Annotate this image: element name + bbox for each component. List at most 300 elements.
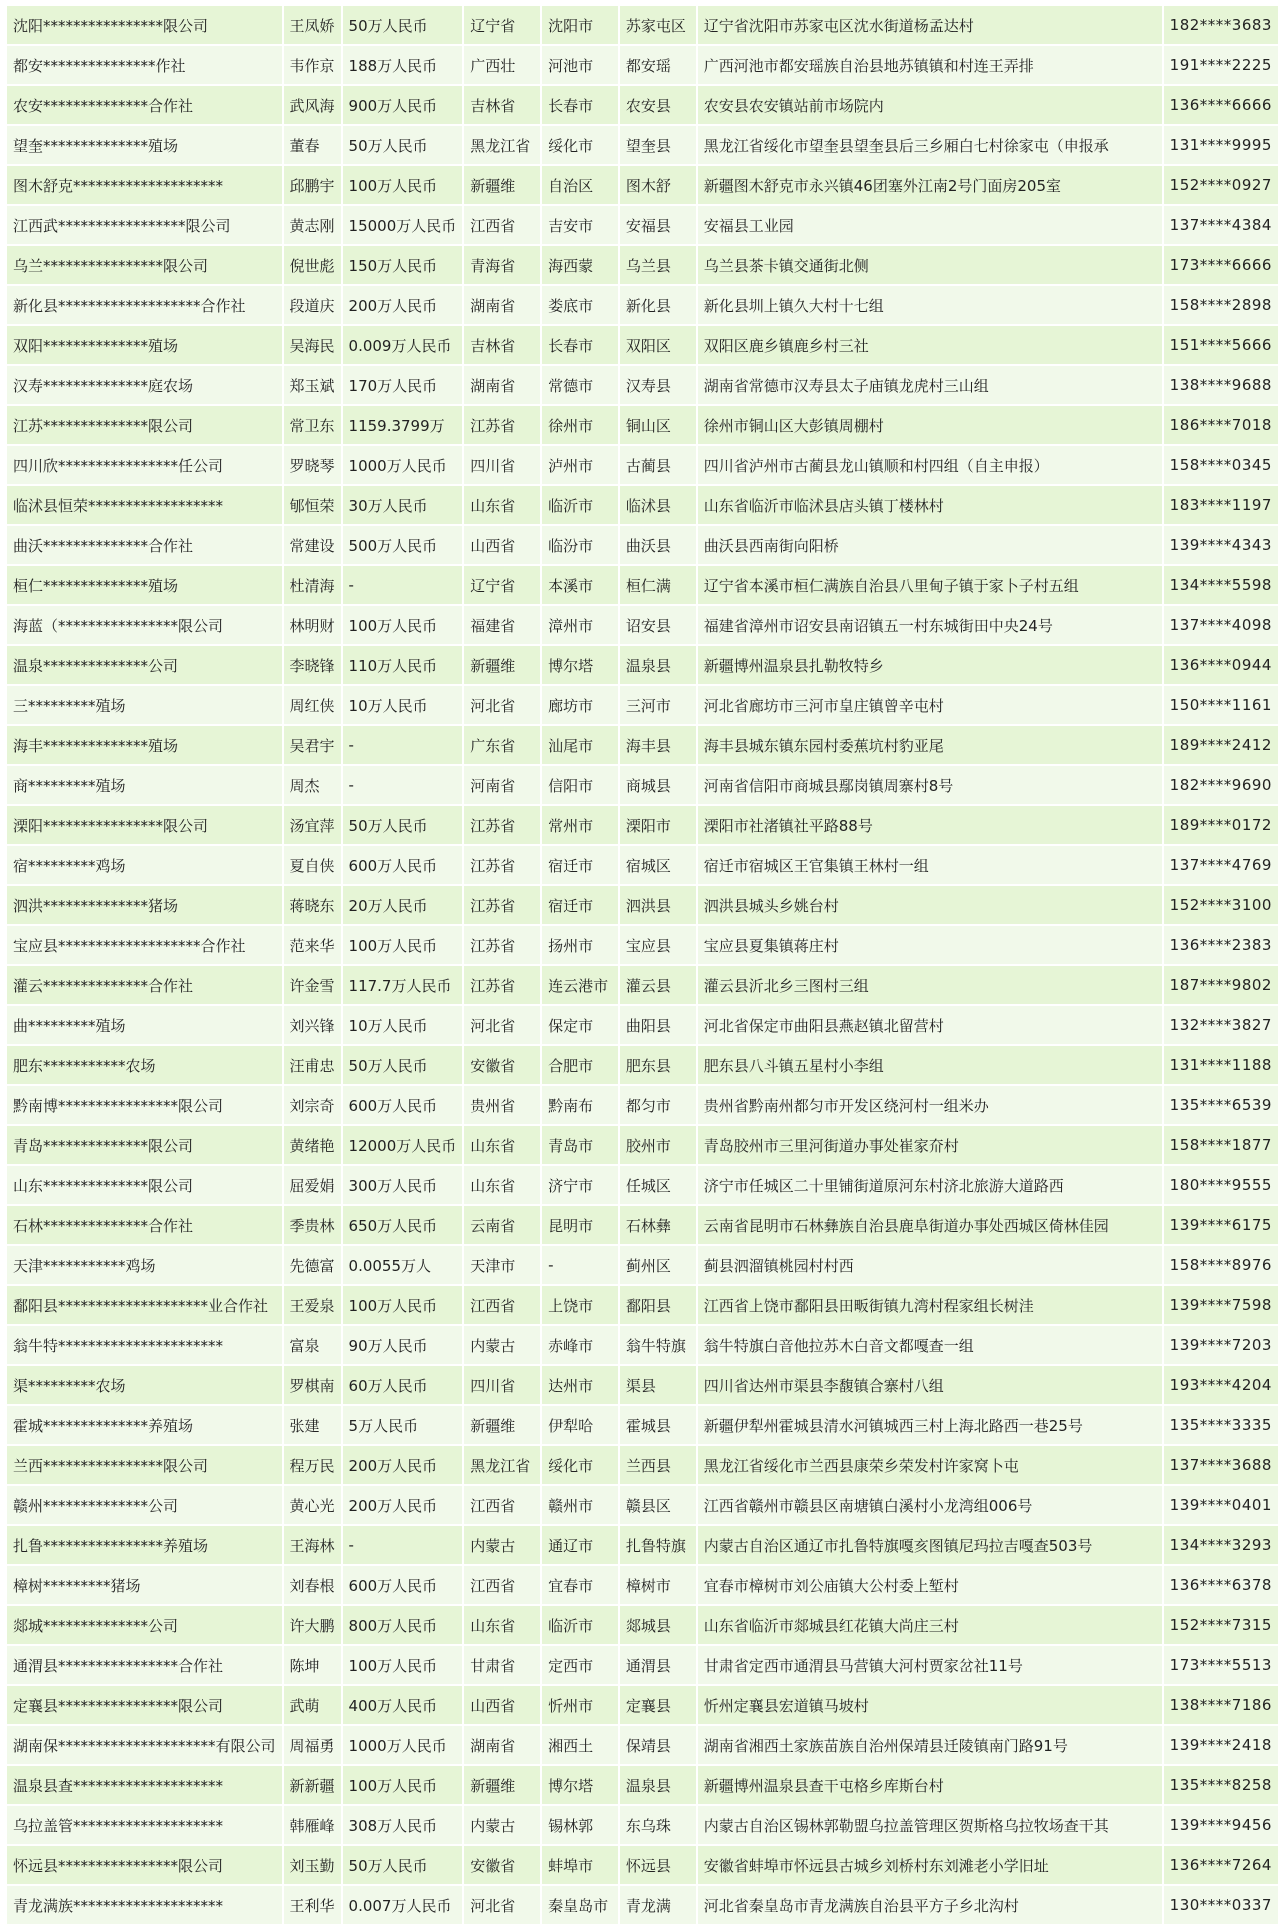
legal-rep-cell: 蒋晓东 [284, 886, 341, 924]
company-name-cell: 双阳**************殖场 [7, 326, 282, 364]
province-cell: 山东省 [464, 1606, 540, 1644]
district-cell: 都匀市 [620, 1086, 696, 1124]
phone-cell: 131****1188 [1164, 1046, 1278, 1084]
district-cell: 胶州市 [620, 1126, 696, 1164]
registered-capital-cell: 60万人民币 [343, 1366, 463, 1404]
city-cell: 赣州市 [542, 1486, 618, 1524]
legal-rep-cell: 许大鹏 [284, 1606, 341, 1644]
address-cell: 湖南省湘西土家族苗族自治州保靖县迁陵镇南门路91号 [698, 1726, 1162, 1764]
legal-rep-cell: 吴海民 [284, 326, 341, 364]
city-cell: 秦皇岛市 [542, 1886, 618, 1924]
phone-cell: 182****3683 [1164, 6, 1278, 44]
table-row [7, 446, 1278, 484]
company-name-cell: 灌云**************合作社 [7, 966, 282, 1004]
address-cell: 海丰县城东镇东园村委蕉坑村豹亚尾 [698, 726, 1162, 764]
address-cell: 溧阳市社渚镇社平路88号 [698, 806, 1162, 844]
district-cell: 赣县区 [620, 1486, 696, 1524]
phone-cell: 136****6378 [1164, 1566, 1278, 1604]
province-cell: 安徽省 [464, 1846, 540, 1884]
table-row [7, 1646, 1278, 1684]
city-cell: 海西蒙 [542, 246, 618, 284]
table-row [7, 1006, 1278, 1044]
city-cell: 保定市 [542, 1006, 618, 1044]
district-cell: 宿城区 [620, 846, 696, 884]
legal-rep-cell: 李晓锋 [284, 646, 341, 684]
province-cell: 河北省 [464, 686, 540, 724]
district-cell: 临沭县 [620, 486, 696, 524]
table-row [7, 886, 1278, 924]
city-cell: 宿迁市 [542, 846, 618, 884]
legal-rep-cell: 董春 [284, 126, 341, 164]
company-name-cell: 青龙满族******************** [7, 1886, 282, 1924]
company-name-cell: 山东**************限公司 [7, 1166, 282, 1204]
registered-capital-cell: 1159.3799万 [343, 406, 463, 444]
table-row [7, 1286, 1278, 1324]
address-cell: 辽宁省本溪市桓仁满族自治县八里甸子镇于家卜子村五组 [698, 566, 1162, 604]
phone-cell: 137****4098 [1164, 606, 1278, 644]
district-cell: 任城区 [620, 1166, 696, 1204]
legal-rep-cell: 周红侠 [284, 686, 341, 724]
district-cell: 鄱阳县 [620, 1286, 696, 1324]
phone-cell: 136****7264 [1164, 1846, 1278, 1884]
registered-capital-cell: 50万人民币 [343, 1046, 463, 1084]
address-cell: 农安县农安镇站前市场院内 [698, 86, 1162, 124]
province-cell: 辽宁省 [464, 566, 540, 604]
registered-capital-cell: 117.7万人民币 [343, 966, 463, 1004]
registered-capital-cell: - [343, 766, 463, 804]
company-name-cell: 樟树*********猪场 [7, 1566, 282, 1604]
province-cell: 江苏省 [464, 806, 540, 844]
city-cell: 临沂市 [542, 1606, 618, 1644]
phone-cell: 138****7186 [1164, 1686, 1278, 1724]
registered-capital-cell: 10万人民币 [343, 686, 463, 724]
address-cell: 青岛胶州市三里河街道办事处崔家夼村 [698, 1126, 1162, 1164]
phone-cell: 152****7315 [1164, 1606, 1278, 1644]
address-cell: 湖南省常德市汉寿县太子庙镇龙虎村三山组 [698, 366, 1162, 404]
phone-cell: 130****0337 [1164, 1886, 1278, 1924]
district-cell: 商城县 [620, 766, 696, 804]
district-cell: 郯城县 [620, 1606, 696, 1644]
city-cell: 汕尾市 [542, 726, 618, 764]
district-cell: 泗洪县 [620, 886, 696, 924]
province-cell: 广东省 [464, 726, 540, 764]
company-name-cell: 乌拉盖管******************** [7, 1806, 282, 1844]
company-name-cell: 怀远县****************限公司 [7, 1846, 282, 1884]
province-cell: 安徽省 [464, 1046, 540, 1084]
legal-rep-cell: 王凤娇 [284, 6, 341, 44]
city-cell: 绥化市 [542, 1446, 618, 1484]
district-cell: 溧阳市 [620, 806, 696, 844]
registered-capital-cell: 200万人民币 [343, 286, 463, 324]
address-cell: 云南省昆明市石林彝族自治县鹿阜街道办事处西城区倚林佳园 [698, 1206, 1162, 1244]
legal-rep-cell: 刘玉勤 [284, 1846, 341, 1884]
legal-rep-cell: 郇恒荣 [284, 486, 341, 524]
phone-cell: 182****9690 [1164, 766, 1278, 804]
address-cell: 肥东县八斗镇五星村小李组 [698, 1046, 1162, 1084]
province-cell: 湖南省 [464, 366, 540, 404]
company-name-cell: 乌兰****************限公司 [7, 246, 282, 284]
registered-capital-cell: 800万人民币 [343, 1606, 463, 1644]
phone-cell: 158****2898 [1164, 286, 1278, 324]
registered-capital-cell: 100万人民币 [343, 1646, 463, 1684]
company-name-cell: 商*********殖场 [7, 766, 282, 804]
district-cell: 双阳区 [620, 326, 696, 364]
address-cell: 内蒙古自治区锡林郭勒盟乌拉盖管理区贺斯格乌拉牧场查干其 [698, 1806, 1162, 1844]
phone-cell: 139****6175 [1164, 1206, 1278, 1244]
district-cell: 诏安县 [620, 606, 696, 644]
registered-capital-cell: 50万人民币 [343, 6, 463, 44]
address-cell: 河南省信阳市商城县鄢岗镇周寨村8号 [698, 766, 1162, 804]
company-name-cell: 四川欣****************任公司 [7, 446, 282, 484]
address-cell: 双阳区鹿乡镇鹿乡村三社 [698, 326, 1162, 364]
district-cell: 樟树市 [620, 1566, 696, 1604]
registered-capital-cell: 600万人民币 [343, 1086, 463, 1124]
registered-capital-cell: 20万人民币 [343, 886, 463, 924]
phone-cell: 189****0172 [1164, 806, 1278, 844]
registered-capital-cell: 300万人民币 [343, 1166, 463, 1204]
phone-cell: 158****0345 [1164, 446, 1278, 484]
company-name-cell: 黔南博****************限公司 [7, 1086, 282, 1124]
company-name-cell: 温泉县查******************** [7, 1766, 282, 1804]
district-cell: 古蔺县 [620, 446, 696, 484]
address-cell: 江西省上饶市鄱阳县田畈街镇九湾村程家组长树洼 [698, 1286, 1162, 1324]
address-cell: 济宁市任城区二十里铺街道原河东村济北旅游大道路西 [698, 1166, 1162, 1204]
company-name-cell: 溧阳****************限公司 [7, 806, 282, 844]
province-cell: 山西省 [464, 526, 540, 564]
phone-cell: 139****0401 [1164, 1486, 1278, 1524]
city-cell: 临沂市 [542, 486, 618, 524]
table-row [7, 366, 1278, 404]
company-name-cell: 赣州**************公司 [7, 1486, 282, 1524]
city-cell: 通辽市 [542, 1526, 618, 1564]
phone-cell: 135****3335 [1164, 1406, 1278, 1444]
legal-rep-cell: 杜清海 [284, 566, 341, 604]
company-name-cell: 沈阳****************限公司 [7, 6, 282, 44]
address-cell: 甘肃省定西市通渭县马营镇大河村贾家岔社11号 [698, 1646, 1162, 1684]
province-cell: 湖南省 [464, 286, 540, 324]
address-cell: 徐州市铜山区大彭镇周棚村 [698, 406, 1162, 444]
city-cell: 博尔塔 [542, 1766, 618, 1804]
company-name-cell: 曲沃**************合作社 [7, 526, 282, 564]
company-name-cell: 渠*********农场 [7, 1366, 282, 1404]
province-cell: 黑龙江省 [464, 1446, 540, 1484]
phone-cell: 139****9456 [1164, 1806, 1278, 1844]
city-cell: 博尔塔 [542, 646, 618, 684]
province-cell: 四川省 [464, 1366, 540, 1404]
district-cell: 怀远县 [620, 1846, 696, 1884]
company-name-cell: 郯城**************公司 [7, 1606, 282, 1644]
province-cell: 天津市 [464, 1246, 540, 1284]
address-cell: 黑龙江省绥化市望奎县望奎县后三乡厢白七村徐家屯（申报承 [698, 126, 1162, 164]
district-cell: 蓟州区 [620, 1246, 696, 1284]
phone-cell: 183****1197 [1164, 486, 1278, 524]
legal-rep-cell: 先德富 [284, 1246, 341, 1284]
phone-cell: 187****9802 [1164, 966, 1278, 1004]
address-cell: 山东省临沂市郯城县红花镇大尚庄三村 [698, 1606, 1162, 1644]
province-cell: 江苏省 [464, 406, 540, 444]
table-row [7, 246, 1278, 284]
company-name-cell: 定襄县****************限公司 [7, 1686, 282, 1724]
city-cell: 本溪市 [542, 566, 618, 604]
district-cell: 定襄县 [620, 1686, 696, 1724]
company-name-cell: 翁牛特********************** [7, 1326, 282, 1364]
table-row [7, 1326, 1278, 1364]
city-cell: 黔南布 [542, 1086, 618, 1124]
district-cell: 苏家屯区 [620, 6, 696, 44]
company-name-cell: 望奎**************殖场 [7, 126, 282, 164]
company-name-cell: 湖南保*********************有限公司 [7, 1726, 282, 1764]
table-row [7, 646, 1278, 684]
registered-capital-cell: 308万人民币 [343, 1806, 463, 1844]
legal-rep-cell: 许金雪 [284, 966, 341, 1004]
city-cell: 湘西土 [542, 1726, 618, 1764]
table-row [7, 1246, 1278, 1284]
province-cell: 江西省 [464, 1286, 540, 1324]
table-row [7, 846, 1278, 884]
phone-cell: 152****3100 [1164, 886, 1278, 924]
registered-capital-cell: 0.0055万人 [343, 1246, 463, 1284]
company-name-cell: 新化县*******************合作社 [7, 286, 282, 324]
district-cell: 乌兰县 [620, 246, 696, 284]
registered-capital-cell: 1000万人民币 [343, 1726, 463, 1764]
registered-capital-cell: 600万人民币 [343, 846, 463, 884]
table-row [7, 1446, 1278, 1484]
table-row [7, 1046, 1278, 1084]
legal-rep-cell: 邱鹏宇 [284, 166, 341, 204]
city-cell: 河池市 [542, 46, 618, 84]
company-name-cell: 图木舒克******************** [7, 166, 282, 204]
city-cell: 吉安市 [542, 206, 618, 244]
address-cell: 河北省保定市曲阳县燕赵镇北留营村 [698, 1006, 1162, 1044]
city-cell: 信阳市 [542, 766, 618, 804]
province-cell: 江西省 [464, 206, 540, 244]
legal-rep-cell: 王爱泉 [284, 1286, 341, 1324]
company-name-cell: 扎鲁****************养殖场 [7, 1526, 282, 1564]
registered-capital-cell: 30万人民币 [343, 486, 463, 524]
province-cell: 河南省 [464, 766, 540, 804]
city-cell: 达州市 [542, 1366, 618, 1404]
province-cell: 湖南省 [464, 1726, 540, 1764]
company-name-cell: 肥东***********农场 [7, 1046, 282, 1084]
registered-capital-cell: 0.009万人民币 [343, 326, 463, 364]
table-row [7, 806, 1278, 844]
city-cell: 绥化市 [542, 126, 618, 164]
address-cell: 宜春市樟树市刘公庙镇大公村委上堑村 [698, 1566, 1162, 1604]
district-cell: 翁牛特旗 [620, 1326, 696, 1364]
phone-cell: 137****4384 [1164, 206, 1278, 244]
district-cell: 渠县 [620, 1366, 696, 1404]
legal-rep-cell: 武风海 [284, 86, 341, 124]
table-row [7, 1606, 1278, 1644]
legal-rep-cell: 韦作京 [284, 46, 341, 84]
company-name-cell: 天津***********鸡场 [7, 1246, 282, 1284]
city-cell: 定西市 [542, 1646, 618, 1684]
address-cell: 江西省赣州市赣县区南塘镇白溪村小龙湾组006号 [698, 1486, 1162, 1524]
company-name-cell: 曲*********殖场 [7, 1006, 282, 1044]
address-cell: 曲沃县西南街向阳桥 [698, 526, 1162, 564]
table-row [7, 686, 1278, 724]
registered-capital-cell: 12000万人民币 [343, 1126, 463, 1164]
address-cell: 河北省廊坊市三河市皇庄镇曾辛屯村 [698, 686, 1162, 724]
city-cell: - [542, 1246, 618, 1284]
district-cell: 曲阳县 [620, 1006, 696, 1044]
province-cell: 山东省 [464, 1126, 540, 1164]
legal-rep-cell: 倪世彪 [284, 246, 341, 284]
district-cell: 霍城县 [620, 1406, 696, 1444]
address-cell: 黑龙江省绥化市兰西县康荣乡荣发村许家窝卜屯 [698, 1446, 1162, 1484]
city-cell: 自治区 [542, 166, 618, 204]
province-cell: 江苏省 [464, 886, 540, 924]
company-name-cell: 江苏**************限公司 [7, 406, 282, 444]
table-row [7, 566, 1278, 604]
legal-rep-cell: 常卫东 [284, 406, 341, 444]
district-cell: 东乌珠 [620, 1806, 696, 1844]
address-cell: 忻州定襄县宏道镇马坡村 [698, 1686, 1162, 1724]
registered-capital-cell: 50万人民币 [343, 126, 463, 164]
city-cell: 长春市 [542, 86, 618, 124]
table-row [7, 1166, 1278, 1204]
province-cell: 辽宁省 [464, 6, 540, 44]
registered-capital-cell: 100万人民币 [343, 1766, 463, 1804]
district-cell: 温泉县 [620, 646, 696, 684]
district-cell: 海丰县 [620, 726, 696, 764]
province-cell: 河北省 [464, 1006, 540, 1044]
legal-rep-cell: 常建设 [284, 526, 341, 564]
province-cell: 新疆维 [464, 646, 540, 684]
address-cell: 广西河池市都安瑶族自治县地苏镇镇和村连王弄排 [698, 46, 1162, 84]
phone-cell: 138****9688 [1164, 366, 1278, 404]
legal-rep-cell: 汪甫忠 [284, 1046, 341, 1084]
table-row [7, 166, 1278, 204]
district-cell: 新化县 [620, 286, 696, 324]
registered-capital-cell: 170万人民币 [343, 366, 463, 404]
company-name-cell: 农安**************合作社 [7, 86, 282, 124]
city-cell: 青岛市 [542, 1126, 618, 1164]
legal-rep-cell: 富泉 [284, 1326, 341, 1364]
address-cell: 新疆博州温泉县查干屯格乡库斯台村 [698, 1766, 1162, 1804]
district-cell: 青龙满 [620, 1886, 696, 1924]
district-cell: 扎鲁特旗 [620, 1526, 696, 1564]
table-row [7, 1686, 1278, 1724]
province-cell: 河北省 [464, 1886, 540, 1924]
address-cell: 宿迁市宿城区王官集镇王林村一组 [698, 846, 1162, 884]
province-cell: 山东省 [464, 486, 540, 524]
city-cell: 临汾市 [542, 526, 618, 564]
address-cell: 河北省秦皇岛市青龙满族自治县平方子乡北沟村 [698, 1886, 1162, 1924]
registered-capital-cell: - [343, 726, 463, 764]
phone-cell: 135****6539 [1164, 1086, 1278, 1124]
city-cell: 徐州市 [542, 406, 618, 444]
province-cell: 吉林省 [464, 326, 540, 364]
company-name-cell: 汉寿**************庭农场 [7, 366, 282, 404]
province-cell: 内蒙古 [464, 1806, 540, 1844]
address-cell: 新疆博州温泉县扎勒牧特乡 [698, 646, 1162, 684]
city-cell: 泸州市 [542, 446, 618, 484]
phone-cell: 193****4204 [1164, 1366, 1278, 1404]
company-name-cell: 三*********殖场 [7, 686, 282, 724]
table-row [7, 206, 1278, 244]
registered-capital-cell: 100万人民币 [343, 926, 463, 964]
city-cell: 合肥市 [542, 1046, 618, 1084]
company-name-cell: 兰西****************限公司 [7, 1446, 282, 1484]
legal-rep-cell: 陈坤 [284, 1646, 341, 1684]
district-cell: 望奎县 [620, 126, 696, 164]
company-name-cell: 桓仁**************殖场 [7, 566, 282, 604]
district-cell: 兰西县 [620, 1446, 696, 1484]
phone-cell: 158****8976 [1164, 1246, 1278, 1284]
table-row [7, 1886, 1278, 1924]
address-cell: 翁牛特旗白音他拉苏木白音文都嘎查一组 [698, 1326, 1162, 1364]
legal-rep-cell: 程万民 [284, 1446, 341, 1484]
legal-rep-cell: 刘宗奇 [284, 1086, 341, 1124]
company-name-cell: 霍城**************养殖场 [7, 1406, 282, 1444]
legal-rep-cell: 武萌 [284, 1686, 341, 1724]
province-cell: 山东省 [464, 1166, 540, 1204]
legal-rep-cell: 王海林 [284, 1526, 341, 1564]
province-cell: 四川省 [464, 446, 540, 484]
registered-capital-cell: 10万人民币 [343, 1006, 463, 1044]
address-cell: 福建省漳州市诏安县南诏镇五一村东城街田中央24号 [698, 606, 1162, 644]
province-cell: 贵州省 [464, 1086, 540, 1124]
phone-cell: 136****6666 [1164, 86, 1278, 124]
legal-rep-cell: 汤宜萍 [284, 806, 341, 844]
table-row [7, 1486, 1278, 1524]
legal-rep-cell: 郑玉斌 [284, 366, 341, 404]
district-cell: 都安瑶 [620, 46, 696, 84]
legal-rep-cell: 黄志刚 [284, 206, 341, 244]
legal-rep-cell: 夏自侠 [284, 846, 341, 884]
registered-capital-cell: 100万人民币 [343, 606, 463, 644]
phone-cell: 173****5513 [1164, 1646, 1278, 1684]
table-row [7, 6, 1278, 44]
registered-capital-cell: 0.007万人民币 [343, 1886, 463, 1924]
phone-cell: 180****9555 [1164, 1166, 1278, 1204]
registered-capital-cell: - [343, 1526, 463, 1564]
table-body [7, 6, 1278, 1924]
province-cell: 云南省 [464, 1206, 540, 1244]
registered-capital-cell: 188万人民币 [343, 46, 463, 84]
company-name-cell: 海丰**************殖场 [7, 726, 282, 764]
address-cell: 内蒙古自治区通辽市扎鲁特旗嘎亥图镇尼玛拉吉嘎查503号 [698, 1526, 1162, 1564]
table-row [7, 1086, 1278, 1124]
company-name-cell: 宿*********鸡场 [7, 846, 282, 884]
province-cell: 甘肃省 [464, 1646, 540, 1684]
phone-cell: 137****3688 [1164, 1446, 1278, 1484]
city-cell: 常德市 [542, 366, 618, 404]
company-name-cell: 海蓝（****************限公司 [7, 606, 282, 644]
district-cell: 曲沃县 [620, 526, 696, 564]
legal-rep-cell: 季贵林 [284, 1206, 341, 1244]
address-cell: 新化县圳上镇久大村十七组 [698, 286, 1162, 324]
registered-capital-cell: 400万人民币 [343, 1686, 463, 1724]
legal-rep-cell: 黄心光 [284, 1486, 341, 1524]
province-cell: 黑龙江省 [464, 126, 540, 164]
city-cell: 伊犁哈 [542, 1406, 618, 1444]
table-row [7, 1726, 1278, 1764]
phone-cell: 158****1877 [1164, 1126, 1278, 1164]
city-cell: 济宁市 [542, 1166, 618, 1204]
company-name-cell: 宝应县*******************合作社 [7, 926, 282, 964]
province-cell: 江苏省 [464, 846, 540, 884]
registered-capital-cell: 50万人民币 [343, 1846, 463, 1884]
province-cell: 福建省 [464, 606, 540, 644]
legal-rep-cell: 范来华 [284, 926, 341, 964]
phone-cell: 173****6666 [1164, 246, 1278, 284]
phone-cell: 150****1161 [1164, 686, 1278, 724]
phone-cell: 139****2418 [1164, 1726, 1278, 1764]
phone-cell: 191****2225 [1164, 46, 1278, 84]
table-row [7, 326, 1278, 364]
